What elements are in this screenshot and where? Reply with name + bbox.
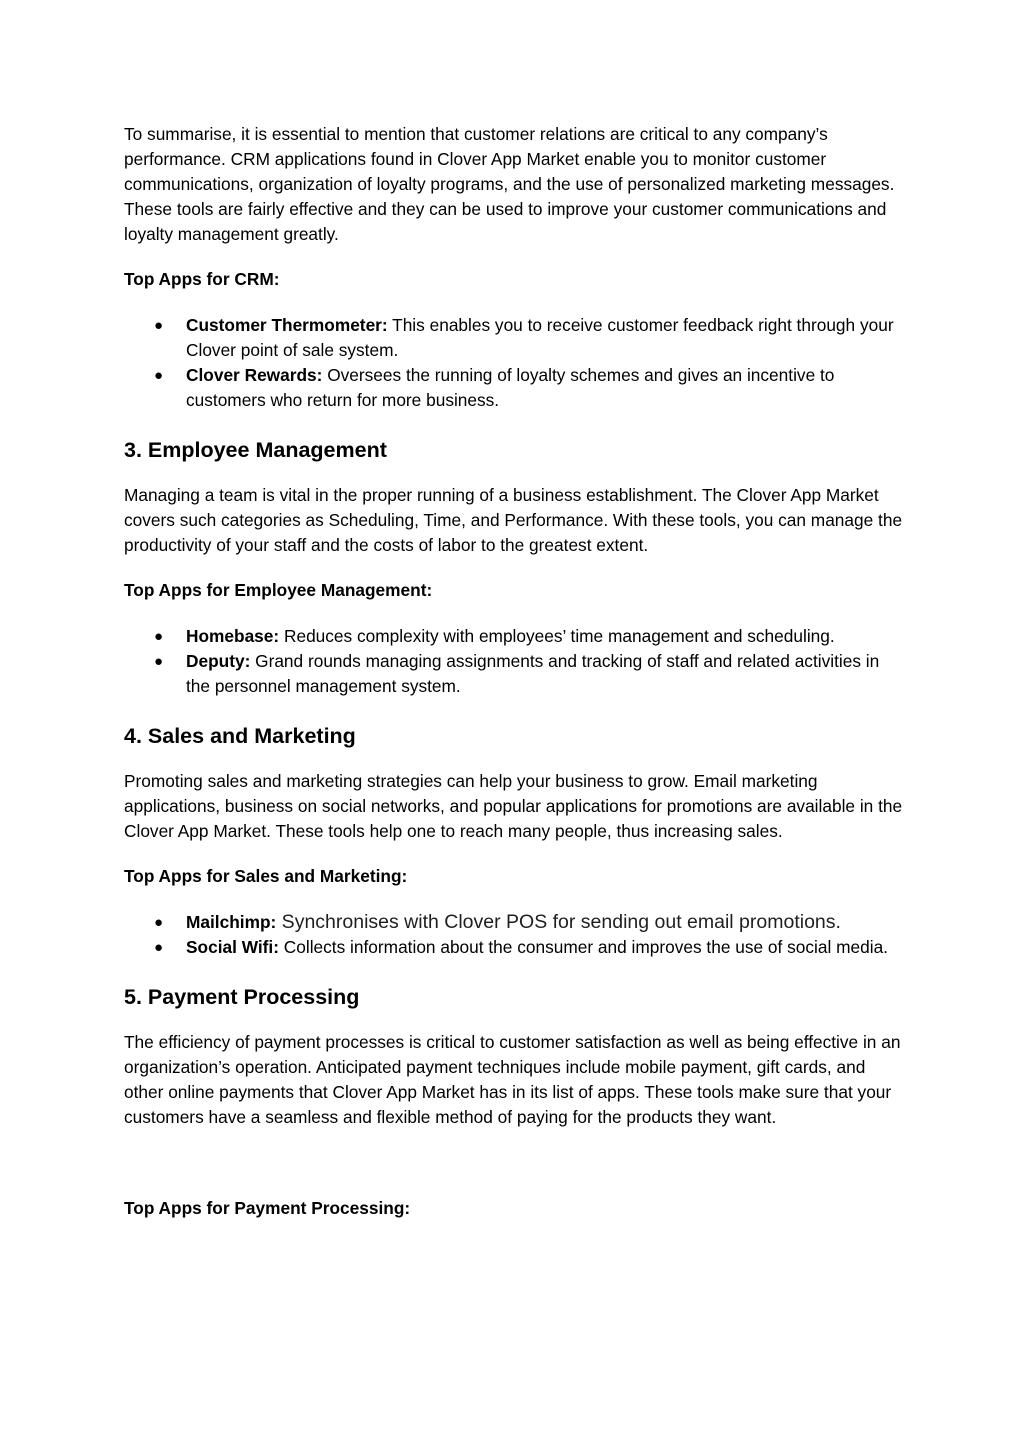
- app-description: Collects information about the consumer and improves the use of social media.: [278, 937, 888, 957]
- list-item: [124, 935, 904, 960]
- crm-intro-paragraph: To summarise, it is essential to mention that customer relations are critical to any company’s performance. CRM applications found in Clover App Market enable you to monitor customer communications, organization of loyalty programs, and the use of personalized marketing messages. These tools are fairly effective and they can be used to improve your customer communications and loyalty management greatly.: [124, 124, 895, 244]
- bullet-icon: ●: [154, 367, 164, 384]
- document-page: [124, 122, 904, 1221]
- app-name: Clover Rewards:: [186, 365, 323, 385]
- sales-top-apps-heading: Top Apps for Sales and Marketing:: [124, 866, 408, 886]
- list-item: [124, 910, 904, 935]
- payment-top-apps-heading: Top Apps for Payment Processing:: [124, 1198, 411, 1218]
- app-name: Social Wifi:: [186, 937, 279, 957]
- app-description: Synchronises with Clover POS for sending out email promotions.: [276, 911, 841, 933]
- app-name: Deputy:: [186, 651, 251, 671]
- crm-top-apps-heading: Top Apps for CRM:: [124, 269, 280, 289]
- section-heading-sales-marketing: 4. Sales and Marketing: [124, 724, 356, 748]
- bullet-icon: ●: [154, 317, 164, 334]
- employee-top-apps-heading: Top Apps for Employee Management:: [124, 580, 433, 600]
- section-heading-payment-processing: 5. Payment Processing: [124, 985, 360, 1009]
- crm-apps-list: [124, 313, 904, 413]
- app-name: Homebase:: [186, 626, 280, 646]
- employee-intro-paragraph: Managing a team is vital in the proper running of a business establishment. The Clover App Market covers such categories as Scheduling, Time, and Performance. With these tools, you can manage the productivity of your staff and the costs of labor to the greatest extent.: [124, 485, 903, 555]
- app-description: Grand rounds managing assignments and tracking of staff and related activities in the personnel management system.: [186, 651, 880, 696]
- employee-apps-list: [124, 624, 904, 699]
- sales-apps-list: [124, 910, 904, 960]
- app-description: Reduces complexity with employees’ time management and scheduling.: [279, 626, 835, 646]
- list-item: [124, 624, 904, 649]
- bullet-icon: ●: [154, 628, 164, 645]
- sales-intro-paragraph: Promoting sales and marketing strategies can help your business to grow. Email marketing applications, business on social networks, and popular applications for promotions are available in the Clover App Market. These tools help one to reach many people, thus increasing sales.: [124, 771, 903, 841]
- payment-intro-paragraph: The efficiency of payment processes is critical to customer satisfaction as well as being effective in an organization’s operation. Anticipated payment techniques include mobile payment, gift cards, and other online payments that Clover App Market has in its list of apps. These tools make sure that your customers have a seamless and flexible method of paying for the products they want.: [124, 1032, 901, 1127]
- app-description: Oversees the running of loyalty schemes and gives an incentive to customers who return for more business.: [186, 365, 835, 410]
- list-item: [124, 363, 904, 413]
- app-name: Customer Thermometer:: [186, 315, 388, 335]
- list-item: [124, 649, 904, 699]
- bullet-icon: ●: [154, 939, 164, 956]
- list-item: [124, 313, 904, 363]
- bullet-icon: ●: [154, 653, 164, 670]
- app-name: Mailchimp:: [186, 912, 277, 932]
- bullet-icon: ●: [154, 914, 164, 931]
- section-heading-employee-management: 3. Employee Management: [124, 438, 387, 462]
- app-description: This enables you to receive customer feedback right through your Clover point of sale system.: [186, 315, 894, 360]
